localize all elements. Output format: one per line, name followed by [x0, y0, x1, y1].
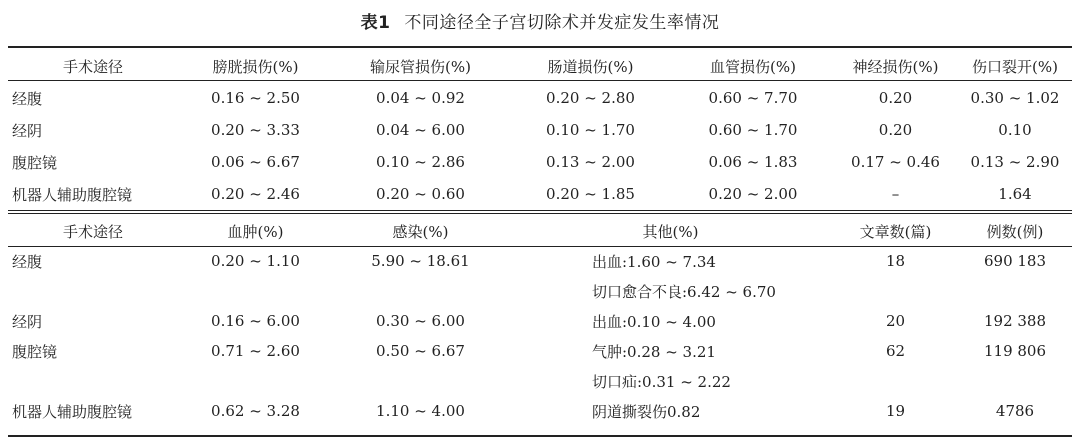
table-row — [8, 366, 1072, 396]
table-cell: 0.30 ~ 1.02 — [970, 89, 1060, 107]
header-cell: 手术途径 — [62, 222, 123, 241]
header-cell: 手术途径 — [62, 57, 123, 76]
header-cell: 输尿管损伤(%) — [370, 57, 471, 76]
complication-table-1 — [8, 50, 1072, 210]
table-cell: 0.20 ~ 0.60 — [376, 185, 465, 203]
header-cell: 伤口裂开(%) — [972, 57, 1058, 76]
table-cell: 0.60 ~ 7.70 — [708, 89, 798, 107]
section-rule-a — [8, 210, 1072, 211]
route-cell: 腹腔镜 — [12, 342, 58, 361]
other-cell: 切口疝:0.31 ~ 2.22 — [592, 372, 731, 391]
header-cell: 神经损伤(%) — [852, 57, 939, 76]
header-cell: 其他(%) — [642, 222, 699, 241]
header-cell: 血管损伤(%) — [710, 57, 796, 76]
table-cell: 62 — [885, 342, 906, 360]
header-cell: 血肿(%) — [227, 222, 284, 241]
table-cell — [178, 366, 333, 396]
other-cell: 出血:0.10 ~ 4.00 — [592, 312, 716, 331]
table-cell: 0.71 ~ 2.60 — [211, 342, 300, 360]
table-cell: 20 — [885, 312, 906, 330]
table-cell: 0.16 ~ 6.00 — [211, 312, 300, 330]
table-header-row — [8, 216, 1072, 246]
table-cell: 19 — [885, 402, 906, 420]
table-cell: 18 — [885, 252, 906, 270]
table-cell: 0.17 ~ 0.46 — [851, 153, 940, 171]
table-cell: – — [891, 185, 900, 203]
route-cell: 经阴 — [12, 312, 43, 331]
table-cell: 0.10 — [998, 121, 1032, 139]
table-cell: 0.06 ~ 1.83 — [708, 153, 798, 171]
table-cell — [333, 366, 508, 396]
table-cell — [333, 276, 508, 306]
table-cell — [833, 366, 958, 396]
table-cell: 0.50 ~ 6.67 — [376, 342, 465, 360]
route-cell — [8, 276, 178, 306]
other-cell: 气肿:0.28 ~ 3.21 — [592, 342, 716, 361]
table-header-row — [8, 50, 1072, 82]
table-row — [8, 178, 1072, 210]
table-row — [8, 82, 1072, 114]
complication-table-2 — [8, 216, 1072, 426]
table-cell: 0.60 ~ 1.70 — [708, 121, 798, 139]
table-cell: 0.20 — [878, 121, 913, 139]
header-cell: 膀胱损伤(%) — [212, 57, 299, 76]
table-row — [8, 396, 1072, 426]
table-cell: 0.16 ~ 2.50 — [211, 89, 300, 107]
table-cell: 690 183 — [983, 252, 1047, 270]
route-cell: 经腹 — [12, 252, 43, 271]
table-cell: 0.04 ~ 6.00 — [376, 121, 465, 139]
table-cell: 1.10 ~ 4.00 — [376, 402, 465, 420]
top-rule — [8, 46, 1072, 48]
table-cell: 0.20 ~ 2.80 — [546, 89, 635, 107]
table-cell: 0.30 ~ 6.00 — [376, 312, 465, 330]
bottom-rule — [8, 435, 1072, 437]
table-title: 不同途径全子宫切除术并发症发生率情况 — [404, 13, 720, 33]
route-cell — [8, 366, 178, 396]
table-cell — [958, 276, 1072, 306]
table-cell: 5.90 ~ 18.61 — [371, 252, 470, 270]
header-cell: 例数(例) — [986, 222, 1044, 241]
header-cell: 文章数(篇) — [859, 222, 932, 241]
other-cell: 出血:1.60 ~ 7.34 — [592, 252, 716, 271]
table-cell: 0.20 — [878, 89, 913, 107]
table-number: 表1 — [360, 13, 391, 33]
section-rule-b — [8, 213, 1072, 214]
table-cell — [958, 366, 1072, 396]
header-cell: 感染(%) — [392, 222, 449, 241]
table-row — [8, 146, 1072, 178]
table-row — [8, 336, 1072, 366]
table-cell: 1.64 — [998, 185, 1032, 203]
table-row — [8, 114, 1072, 146]
table-cell: 0.13 ~ 2.00 — [546, 153, 635, 171]
route-cell: 机器人辅助腹腔镜 — [12, 402, 133, 421]
table-cell: 0.10 ~ 2.86 — [376, 153, 465, 171]
table-row — [8, 276, 1072, 306]
table-cell: 0.20 ~ 3.33 — [211, 121, 300, 139]
table-cell: 0.62 ~ 3.28 — [211, 402, 300, 420]
route-cell: 腹腔镜 — [12, 153, 58, 172]
table-cell — [178, 276, 333, 306]
table-cell: 0.13 ~ 2.90 — [970, 153, 1060, 171]
route-cell: 经腹 — [12, 89, 43, 108]
table-cell — [833, 276, 958, 306]
table-cell: 0.06 ~ 6.67 — [211, 153, 300, 171]
route-cell: 经阴 — [12, 121, 43, 140]
table-cell: 4786 — [995, 402, 1035, 420]
table-cell: 0.20 ~ 1.10 — [211, 252, 300, 270]
table-cell: 0.20 ~ 2.46 — [211, 185, 300, 203]
table-cell: 119 806 — [983, 342, 1047, 360]
other-cell: 阴道撕裂伤0.82 — [592, 402, 701, 421]
table-cell: 0.04 ~ 0.92 — [376, 89, 465, 107]
table-row — [8, 306, 1072, 336]
table-cell: 0.20 ~ 1.85 — [546, 185, 635, 203]
table-caption — [0, 8, 1080, 33]
table-cell: 192 388 — [983, 312, 1047, 330]
other-cell: 切口愈合不良:6.42 ~ 6.70 — [592, 282, 776, 301]
route-cell: 机器人辅助腹腔镜 — [12, 185, 133, 204]
table-cell: 0.20 ~ 2.00 — [708, 185, 798, 203]
table-cell: 0.10 ~ 1.70 — [546, 121, 635, 139]
header-cell: 肠道损伤(%) — [547, 57, 634, 76]
table-row — [8, 246, 1072, 276]
